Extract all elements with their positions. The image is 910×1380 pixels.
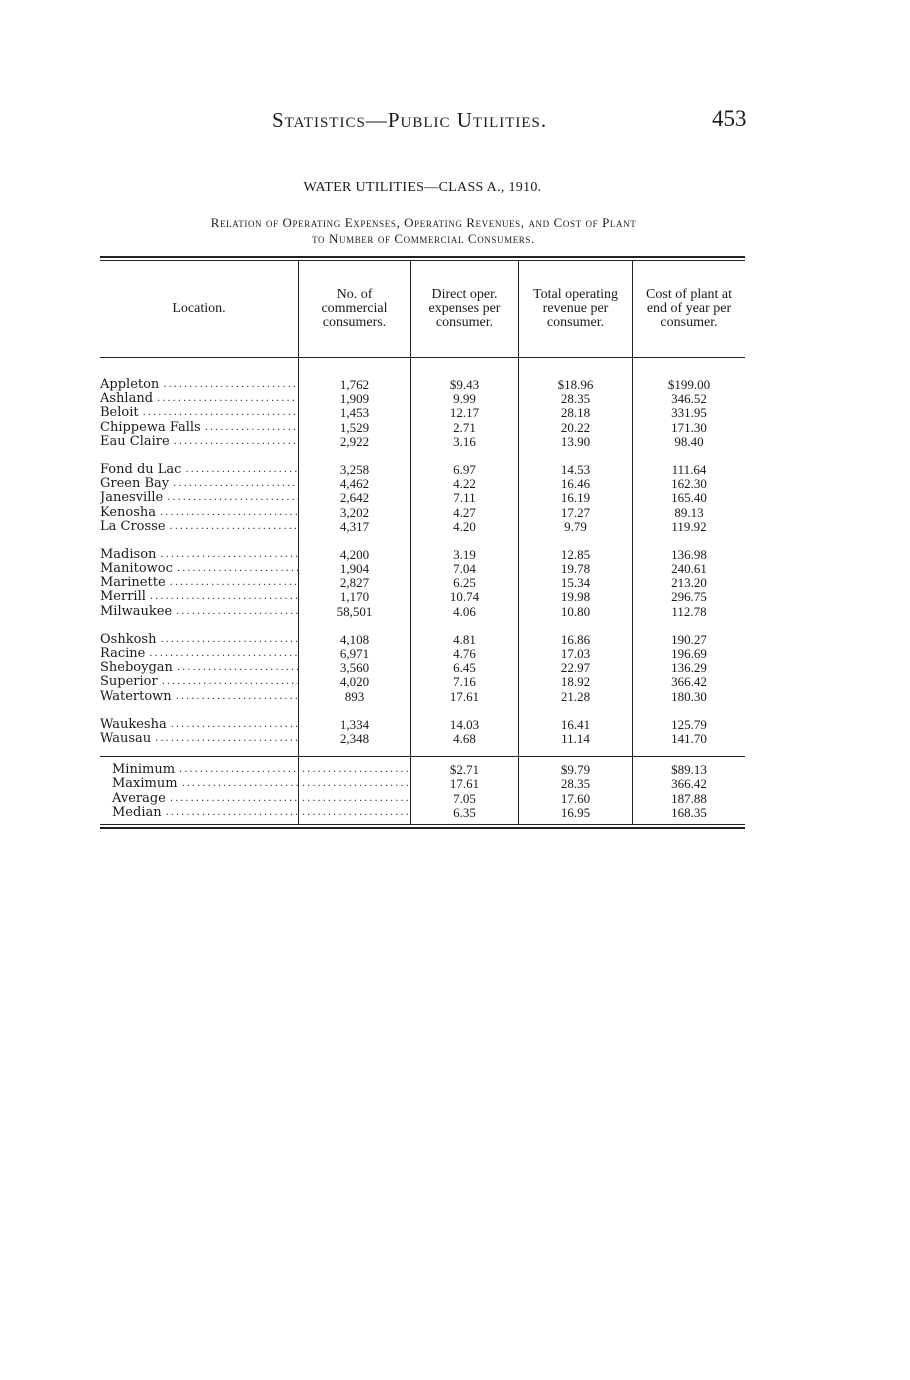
cell-expenses: 4.81 [453, 632, 476, 647]
location-name: Madison [100, 547, 157, 562]
dot-leader [166, 806, 298, 820]
column-header-expenses: Direct oper. expenses per consumer. [410, 261, 518, 357]
cell-consumers: 3,560 [339, 661, 370, 676]
cell-expenses: 7.16 [453, 675, 476, 690]
location-name: Green Bay [100, 477, 170, 492]
cell-revenue: 28.35 [560, 392, 591, 407]
cell-consumers: 1,904 [339, 562, 370, 577]
cell-expenses: 10.74 [449, 590, 480, 605]
cell-consumers: 4,462 [339, 477, 370, 492]
cell-cost: 366.42 [671, 675, 707, 690]
column-header-revenue: Total operating revenue per consumer. [518, 261, 632, 357]
summary-cost-column [632, 757, 745, 824]
row-location [100, 378, 298, 392]
table-top-rule [100, 256, 745, 258]
group-spacer [411, 534, 518, 548]
location-name: Eau Claire [100, 434, 170, 449]
group-spacer [411, 619, 518, 633]
row-location [100, 605, 298, 619]
location-name: Waukesha [100, 717, 167, 732]
summary-label [100, 777, 298, 791]
dot-leader [157, 392, 298, 406]
dot-leader [176, 605, 298, 619]
group-spacer [299, 534, 410, 548]
cell-expenses: 4.20 [453, 519, 476, 534]
table-bottom-rule [100, 827, 745, 829]
cell-expenses: 4.76 [453, 647, 476, 661]
cell-cost: 141.70 [671, 731, 707, 746]
summary-consumers-leader [299, 806, 410, 820]
summary-revenue: $9.79 [560, 763, 591, 778]
summary-expenses: $2.71 [449, 763, 480, 778]
group-spacer [411, 449, 518, 463]
row-location [100, 406, 298, 420]
group-spacer [633, 619, 745, 633]
dot-leader [160, 633, 298, 647]
summary-consumers-leader [299, 792, 410, 806]
row-location [100, 477, 298, 491]
group-spacer [633, 534, 745, 548]
dot-leader [143, 406, 298, 420]
dot-leader [162, 675, 298, 689]
cell-cost: 196.69 [671, 647, 707, 661]
dot-leader [170, 792, 298, 806]
group-spacer [633, 704, 745, 718]
dot-leader [149, 647, 298, 661]
summary-consumers-column [298, 757, 410, 824]
location-name: Beloit [100, 406, 139, 421]
cell-revenue: 16.19 [560, 491, 591, 506]
row-location [100, 576, 298, 590]
row-location [100, 491, 298, 505]
cell-cost: 213.20 [671, 576, 707, 591]
cell-cost: 89.13 [674, 505, 704, 520]
dot-leader [182, 777, 298, 791]
location-name: Racine [100, 647, 146, 661]
dot-leader [174, 435, 298, 449]
group-spacer [100, 449, 298, 463]
row-location [100, 392, 298, 406]
cell-expenses: 14.03 [449, 717, 480, 732]
cell-revenue: 13.90 [560, 434, 591, 449]
cell-consumers: 893 [344, 689, 365, 704]
cell-cost: 165.40 [671, 491, 707, 506]
column-header-row [100, 261, 745, 358]
cell-revenue: 19.98 [560, 590, 591, 605]
group-spacer [519, 704, 632, 718]
cell-revenue: 17.03 [560, 647, 591, 661]
row-location [100, 718, 298, 732]
row-location [100, 647, 298, 661]
row-location [100, 675, 298, 689]
cell-expenses: 6.97 [453, 462, 476, 477]
cell-consumers: 4,200 [339, 547, 370, 562]
location-name: Superior [100, 675, 158, 690]
cell-consumers: 1,334 [339, 717, 370, 732]
cell-expenses: 2.71 [453, 420, 476, 435]
row-location [100, 548, 298, 562]
cell-revenue: 18.92 [560, 675, 591, 690]
location-name: Janesville [100, 491, 164, 506]
cell-cost: 111.64 [671, 462, 707, 477]
cell-revenue: 11.14 [561, 731, 590, 746]
summary-cost: 366.42 [671, 777, 707, 792]
summary-label [100, 792, 298, 806]
summary-label-column [100, 757, 298, 824]
cell-consumers: 1,529 [339, 420, 370, 435]
location-name: Ashland [100, 392, 154, 407]
group-spacer [519, 534, 632, 548]
summary-expenses: 17.61 [449, 777, 480, 792]
cell-revenue: 17.27 [560, 505, 591, 520]
dot-leader [160, 506, 298, 520]
location-name: Milwaukee [100, 604, 173, 619]
location-name: Kenosha [100, 505, 157, 520]
location-name: Median [112, 805, 162, 820]
cell-expenses: 3.19 [453, 547, 476, 562]
location-name: Merrill [100, 590, 146, 605]
row-location [100, 633, 298, 647]
cell-expenses: 4.22 [453, 477, 476, 492]
cell-cost: 296.75 [671, 590, 707, 605]
cell-revenue: 20.22 [560, 420, 591, 435]
table-subtitle-line-1: Relation of Operating Expenses, Operating Revenues, and Cost of Plant [210, 215, 637, 230]
summary-cost: $89.13 [671, 763, 707, 778]
cell-cost: 136.29 [671, 661, 707, 676]
running-title: Statistics—Public Utilities. [272, 108, 548, 132]
location-name: Appleton [100, 378, 160, 392]
cell-consumers: 1,170 [339, 590, 370, 605]
cell-expenses: 4.27 [453, 505, 476, 520]
row-location [100, 690, 298, 704]
location-name: Wausau [100, 731, 152, 746]
page-header [0, 108, 910, 138]
summary-revenue: 28.35 [560, 777, 591, 792]
location-name: Watertown [100, 689, 172, 704]
dot-leader [150, 590, 298, 604]
column-header-consumers: No. of commercial consumers. [298, 261, 410, 357]
column-header-cost: Cost of plant at end of year per consumer. [632, 261, 745, 357]
cell-consumers: 1,762 [339, 378, 370, 392]
group-spacer [100, 619, 298, 633]
summary-revenue: 16.95 [560, 805, 591, 820]
location-name: La Crosse [100, 519, 166, 534]
cell-cost: 125.79 [671, 717, 707, 732]
location-name: Average [112, 791, 166, 806]
cell-revenue: 9.79 [564, 519, 587, 534]
cell-consumers: 2,827 [339, 576, 370, 591]
summary-label [100, 763, 298, 777]
summary-expenses: 6.35 [453, 805, 476, 820]
cell-revenue: 16.46 [560, 477, 591, 492]
dot-leader [170, 576, 298, 590]
cell-cost: 119.92 [671, 519, 707, 534]
cell-revenue: 15.34 [560, 576, 591, 591]
group-spacer [411, 704, 518, 718]
cell-expenses: 9.99 [453, 392, 476, 407]
cell-cost: 162.30 [671, 477, 707, 492]
dot-leader [171, 718, 298, 732]
revenue-column [518, 358, 632, 756]
dot-leader [179, 763, 298, 777]
location-name: Chippewa Falls [100, 420, 201, 435]
cell-consumers: 58,501 [336, 604, 373, 619]
row-location [100, 590, 298, 604]
summary-section [100, 756, 745, 824]
cell-revenue: 28.18 [560, 406, 591, 421]
dot-leader [155, 732, 298, 746]
cell-consumers: 1,453 [339, 406, 370, 421]
cell-expenses: 4.68 [453, 731, 476, 746]
table-subtitle [96, 215, 751, 247]
cell-consumers: 1,909 [339, 392, 370, 407]
cell-revenue: $18.96 [557, 378, 594, 392]
location-column [100, 358, 298, 756]
table-subtitle-line-2: to Number of Commercial Consumers. [312, 231, 535, 246]
cell-consumers: 3,202 [339, 505, 370, 520]
cell-cost: 171.30 [671, 420, 707, 435]
cell-consumers: 4,317 [339, 519, 370, 534]
cell-expenses: $9.43 [449, 378, 480, 392]
summary-consumers-leader [299, 777, 410, 791]
row-location [100, 435, 298, 449]
summary-label [100, 806, 298, 820]
table-title: WATER UTILITIES—CLASS A., 1910. [303, 180, 542, 195]
row-location [100, 562, 298, 576]
group-spacer [100, 534, 298, 548]
cell-cost: 331.95 [671, 406, 707, 421]
cell-expenses: 7.11 [453, 491, 476, 506]
cell-revenue: 21.28 [560, 689, 591, 704]
cell-expenses: 17.61 [449, 689, 480, 704]
location-name: Sheboygan [100, 661, 173, 676]
cell-revenue: 10.80 [560, 604, 591, 619]
consumers-column [298, 358, 410, 756]
cell-consumers: 2,642 [339, 491, 370, 506]
cell-expenses: 6.45 [453, 661, 476, 676]
location-name: Maximum [112, 777, 178, 792]
column-header-location: Location. [172, 301, 226, 316]
cell-revenue: 16.41 [560, 717, 591, 732]
summary-cost: 187.88 [671, 791, 707, 806]
summary-cost: 168.35 [671, 805, 707, 820]
cell-revenue: 16.86 [560, 632, 591, 647]
location-name: Oshkosh [100, 632, 157, 647]
location-name: Marinette [100, 576, 166, 591]
cell-expenses: 6.25 [453, 576, 476, 591]
cell-cost: 180.30 [671, 689, 707, 704]
row-location [100, 421, 298, 435]
cell-consumers: 6,971 [339, 647, 370, 661]
cell-cost: 190.27 [671, 632, 707, 647]
cell-expenses: 4.06 [453, 604, 476, 619]
cell-consumers: 4,108 [339, 632, 370, 647]
location-name: Minimum [112, 763, 176, 778]
group-spacer [519, 619, 632, 633]
group-spacer [299, 449, 410, 463]
cell-consumers: 2,922 [339, 434, 370, 449]
page-number: 453 [712, 106, 747, 131]
cell-cost: 240.61 [671, 562, 707, 577]
group-spacer [299, 704, 410, 718]
dot-leader [177, 661, 298, 675]
cell-expenses: 3.16 [453, 434, 476, 449]
group-spacer [633, 449, 745, 463]
group-spacer [299, 619, 410, 633]
row-location [100, 661, 298, 675]
location-name: Fond du Lac [100, 462, 182, 477]
dot-leader [205, 421, 298, 435]
dot-leader [176, 690, 298, 704]
cell-consumers: 2,348 [339, 731, 370, 746]
cell-cost: 112.78 [671, 604, 707, 619]
expenses-column [410, 358, 518, 756]
cell-consumers: 3,258 [339, 462, 370, 477]
statistics-table [100, 256, 745, 829]
group-spacer [519, 449, 632, 463]
dot-leader [185, 463, 298, 477]
summary-consumers-leader [299, 763, 410, 777]
row-location [100, 506, 298, 520]
cell-revenue: 19.78 [560, 562, 591, 577]
cost-column [632, 358, 745, 756]
summary-revenue-column [518, 757, 632, 824]
dot-leader [177, 562, 298, 576]
row-location [100, 732, 298, 746]
dot-leader [163, 378, 298, 392]
summary-expenses-column [410, 757, 518, 824]
cell-cost: 136.98 [671, 547, 707, 562]
cell-cost: $199.00 [667, 378, 711, 392]
summary-revenue: 17.60 [560, 791, 591, 806]
cell-consumers: 4,020 [339, 675, 370, 690]
row-location [100, 463, 298, 477]
dot-leader [167, 491, 298, 505]
cell-revenue: 14.53 [560, 462, 591, 477]
table-bottom-rule-thin [100, 824, 745, 825]
table-body [100, 358, 745, 756]
summary-expenses: 7.05 [453, 791, 476, 806]
cell-expenses: 12.17 [449, 406, 480, 421]
cell-expenses: 7.04 [453, 562, 476, 577]
cell-cost: 98.40 [674, 434, 704, 449]
cell-revenue: 12.85 [560, 547, 591, 562]
dot-leader [173, 477, 298, 491]
location-name: Manitowoc [100, 562, 173, 577]
cell-revenue: 22.97 [560, 661, 591, 676]
cell-cost: 346.52 [671, 392, 707, 407]
dot-leader [160, 548, 298, 562]
dot-leader [170, 520, 298, 534]
group-spacer [100, 704, 298, 718]
row-location [100, 520, 298, 534]
